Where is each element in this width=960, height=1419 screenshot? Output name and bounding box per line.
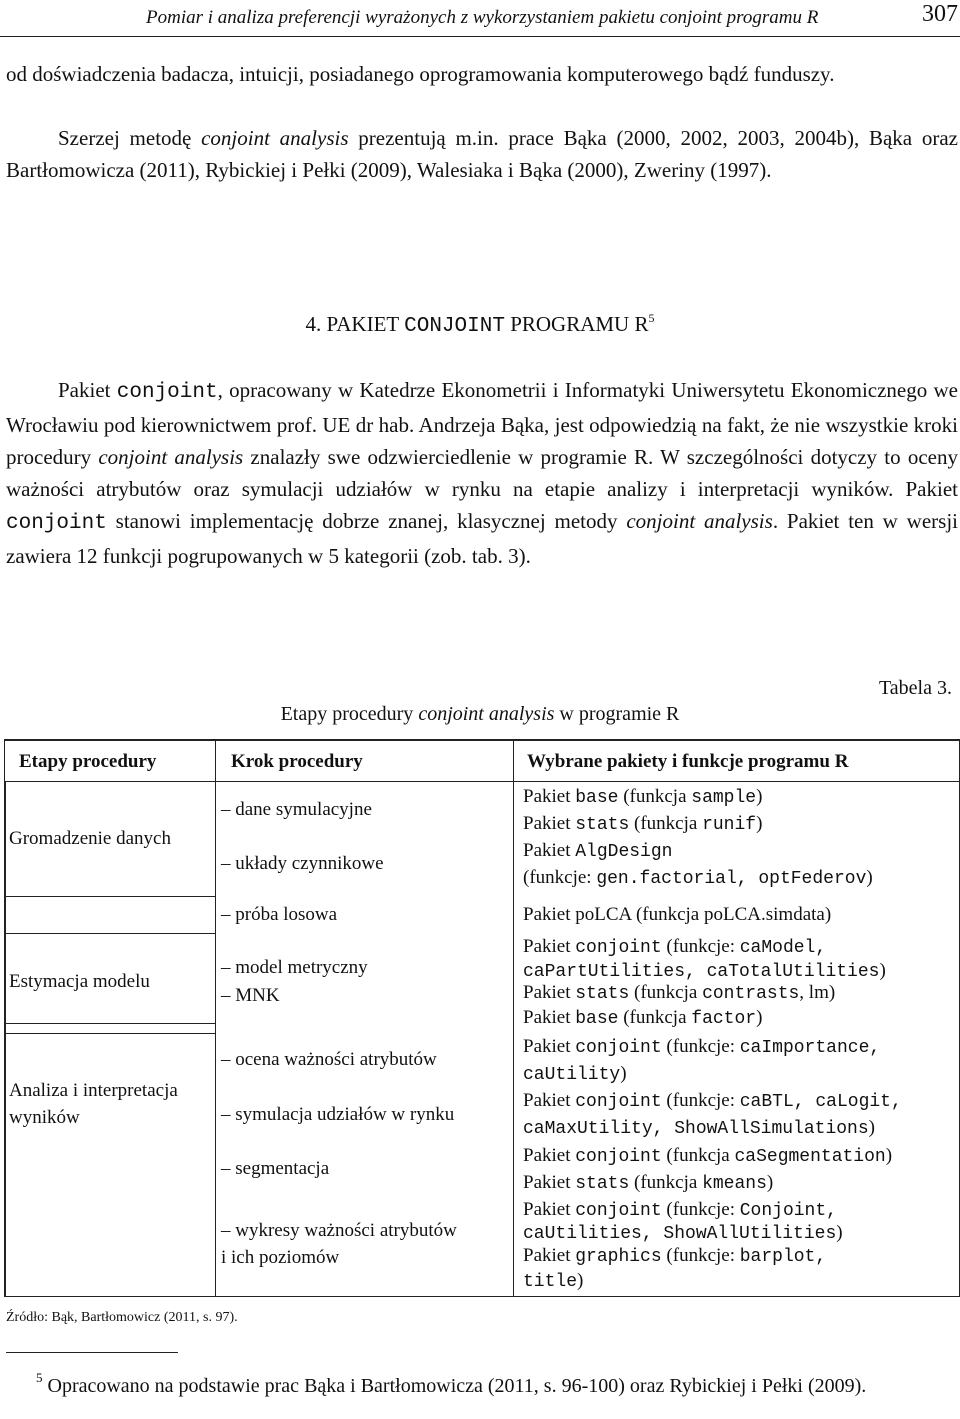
function-entry: Pakiet stats (funkcja runif) <box>523 813 763 835</box>
step-importance-charts: – wykresy ważności atrybutów <box>221 1220 457 1241</box>
text: Etapy procedury <box>280 703 419 725</box>
row-divider <box>5 1023 215 1024</box>
header-rule <box>0 36 960 37</box>
paragraph-1-text: od doświadczenia badacza, intuicji, posiadanego oprogramowania komputerowego bądź funduszy. <box>6 62 835 86</box>
text: stanowi implementację dobrze znanej, klasycznej metody <box>106 509 627 533</box>
column-divider <box>513 741 514 781</box>
stage-model-estimation: Estymacja modelu <box>9 971 150 992</box>
stage-analysis-cont: wyników <box>9 1107 80 1128</box>
italic-term: conjoint analysis <box>201 126 349 150</box>
step-segmentation: – segmentacja <box>221 1158 330 1179</box>
function-entry: Pakiet stats (funkcja contrasts, lm) <box>523 982 836 1004</box>
function-entry: title) <box>523 1270 584 1292</box>
italic-term: conjoint analysis <box>626 509 773 533</box>
function-entry: (funkcje: gen.factorial, optFederov) <box>523 867 873 889</box>
code-term: conjoint <box>116 381 218 404</box>
section-heading <box>0 302 960 343</box>
row-divider <box>5 896 215 897</box>
running-title: Pomiar i analiza preferencji wyrażonych z wykorzystaniem pakietu conjoint programu R <box>146 7 819 28</box>
text: Pakiet <box>58 378 117 402</box>
column-divider <box>215 741 216 781</box>
stage-analysis: Analiza i interpretacja <box>9 1080 178 1101</box>
row-divider <box>5 1033 215 1034</box>
stage-data-collection: Gromadzenie danych <box>9 828 171 849</box>
text: znalazły swe odzwierciedlenie w programie R. W szczególności dotyczy to oceny ważności atrybutów oraz symulacji udziałów w rynku na etapie analizy i interpretacji wyników. Pakiet <box>6 445 958 501</box>
column-header-functions: Wybrane pakiety i funkcje programu R <box>527 751 849 772</box>
step-market-share-simulation: – symulacja udziałów w rynku <box>221 1104 455 1125</box>
step-ols: – MNK <box>221 985 280 1006</box>
text: w programie R <box>554 703 680 725</box>
footnote-rule <box>6 1352 178 1353</box>
row-divider <box>5 933 215 934</box>
function-entry: Pakiet conjoint (funkcje: caImportance, <box>523 1036 881 1058</box>
paragraph-3 <box>6 374 958 572</box>
paragraph-2 <box>6 122 958 186</box>
footnote-marker: 5 <box>36 1370 43 1385</box>
column-divider <box>5 781 6 1297</box>
column-divider <box>215 781 216 1297</box>
header-divider <box>5 781 959 782</box>
function-entry: caPartUtilities, caTotalUtilities) <box>523 960 886 982</box>
paragraph-1 <box>6 58 958 90</box>
section-word: PAKIET <box>326 312 399 336</box>
function-entry: Pakiet base (funkcja factor) <box>523 1007 763 1029</box>
footnote <box>6 1364 958 1400</box>
function-entry: Pakiet conjoint (funkcje: caModel, <box>523 936 827 958</box>
text: prezentują m.in. prace Bąka (2000, 2002, 2003, 2004b), Bąka oraz Bartłomowicza (2011), Rybickiej i Pełki (2009), Walesiaka i Bąka (2000), Zweriny (1997). <box>6 126 958 182</box>
function-entry: Pakiet graphics (funkcje: barplot, <box>523 1245 827 1267</box>
column-header-stages: Etapy procedury <box>19 751 157 772</box>
function-entry: Pakiet conjoint (funkcje: caBTL, caLogit, <box>523 1090 902 1112</box>
step-random-sample: – próba losowa <box>221 904 338 925</box>
text: . Pakiet ten w wersji zawiera 12 funkcji pogrupowanych w 5 kategorii (zob. tab. 3). <box>6 509 958 568</box>
section-number: 4. <box>305 312 322 336</box>
table-label: Tabela 3. <box>878 677 952 699</box>
step-importance-charts-cont: i ich poziomów <box>221 1247 340 1268</box>
function-entry: Pakiet AlgDesign <box>523 840 673 862</box>
step-simulated-data: – dane symulacyjne <box>221 799 372 820</box>
table-title <box>0 700 960 728</box>
function-entry: Pakiet base (funkcja sample) <box>523 786 763 808</box>
text: , opracowany w Katedrze Ekonometrii i Informatyki Uniwersytetu Ekonomicznego we Wrocławiu pod kierownictwem prof. UE dr hab. Andrzeja Bąka, jest odpowiedzią na fakt, że nie wszystkie kroki procedury <box>6 378 958 469</box>
italic-term: conjoint analysis <box>98 445 244 469</box>
section-code: CONJOINT <box>404 315 505 338</box>
step-importance: – ocena ważności atrybutów <box>221 1049 437 1070</box>
footnote-ref: 5 <box>648 311 655 325</box>
step-factorial-designs: – układy czynnikowe <box>221 853 384 874</box>
column-divider <box>513 781 514 1297</box>
code-term: conjoint <box>6 512 107 535</box>
footnote-text: Opracowano na podstawie prac Bąka i Bartłomowicza (2011, s. 96-100) oraz Rybickiej i Pełki (2009). <box>42 1375 867 1397</box>
running-header <box>146 2 958 30</box>
function-entry: Pakiet conjoint (funkcja caSegmentation) <box>523 1145 893 1167</box>
function-entry: caUtility) <box>523 1063 627 1085</box>
function-entry: caMaxUtility, ShowAllSimulations) <box>523 1117 875 1139</box>
page-number: 307 <box>922 1 958 27</box>
italic-term: conjoint analysis <box>418 703 555 725</box>
procedure-table <box>4 739 960 1297</box>
table-bottom-rule <box>5 1296 959 1297</box>
source-note: Źródło: Bąk, Bartłomowicz (2011, s. 97). <box>6 1310 238 1325</box>
function-entry: Pakiet conjoint (funkcje: Conjoint, <box>523 1199 837 1221</box>
text: Szerzej metodę <box>58 126 202 150</box>
column-header-steps: Krok procedury <box>231 751 363 772</box>
function-entry: Pakiet poLCA (funkcja poLCA.simdata) <box>523 904 832 925</box>
function-entry: Pakiet stats (funkcja kmeans) <box>523 1172 774 1194</box>
step-metric-model: – model metryczny <box>221 957 368 978</box>
function-entry: caUtilities, ShowAllUtilities) <box>523 1222 843 1244</box>
section-word: PROGRAMU R <box>510 312 649 336</box>
